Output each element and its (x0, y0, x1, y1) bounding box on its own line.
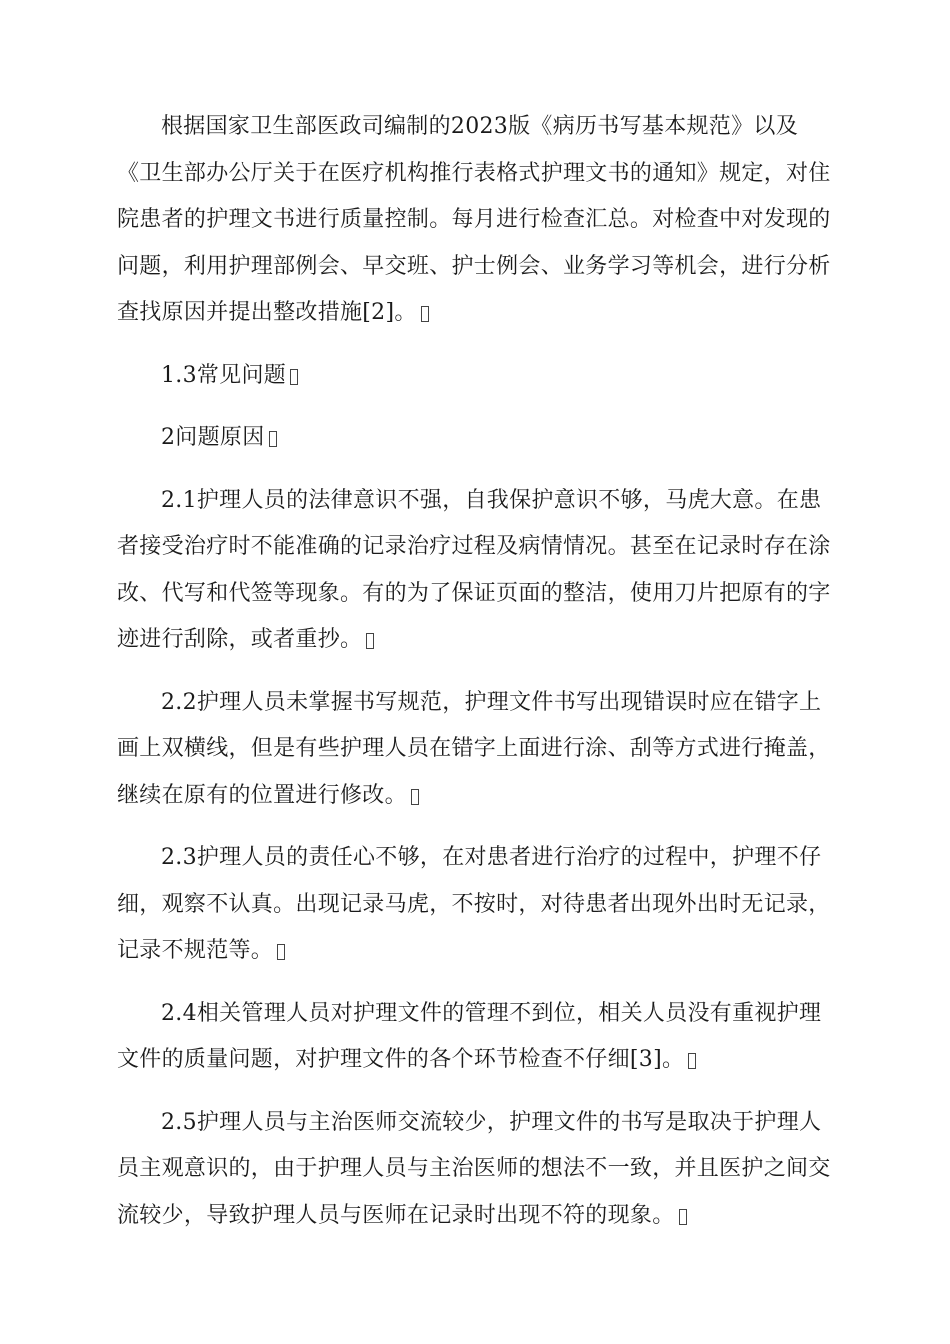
paragraph-end-mark-icon (366, 633, 374, 649)
section-heading-1-3 (117, 353, 831, 400)
paragraph-end-mark-icon (269, 431, 277, 447)
paragraph-end-mark-icon (277, 944, 285, 960)
paragraph-end-mark-icon (688, 1053, 696, 1069)
paragraph-intro-text: 根据国家卫生部医政司编制的2023版《病历书写基本规范》以及《卫生部办公厅关于在医疗机构推行表格式护理文书的通知》规定，对住院患者的护理文书进行质量控制。每月进行检查汇总。对检查中对发现的问题，利用护理部例会、早交班、护士例会、业务学习等机会，进行分析查找原因并提出整改措施[2]。 (117, 114, 831, 325)
paragraph-2-4 (117, 991, 831, 1084)
paragraph-2-4-text: 2.4相关管理人员对护理文件的管理不到位，相关人员没有重视护理文件的质量问题，对护理文件的各个环节检查不仔细[3]。 (117, 1000, 822, 1072)
paragraph-end-mark-icon (290, 369, 298, 385)
paragraph-2-5 (117, 1100, 831, 1240)
paragraph-2-2 (117, 680, 831, 820)
paragraph-2-3-text: 2.3护理人员的责任心不够，在对患者进行治疗的过程中，护理不仔细，观察不认真。出现记录马虎，不按时，对待患者出现外出时无记录，记录不规范等。 (117, 845, 831, 963)
paragraph-2-1 (117, 478, 831, 664)
paragraph-2-5-text: 2.5护理人员与主治医师交流较少，护理文件的书写是取决于护理人员主观意识的，由于护理人员与主治医师的想法不一致，并且医护之间交流较少，导致护理人员与医师在记录时出现不符的现象。 (117, 1109, 831, 1228)
paragraph-2-1-text: 2.1护理人员的法律意识不强，自我保护意识不够，马虎大意。在患者接受治疗时不能准确的记录治疗过程及病情情况。甚至在记录时存在涂改、代写和代签等现象。有的为了保证页面的整洁，使用刀片把原有的字迹进行刮除，或者重抄。 (117, 487, 831, 652)
section-heading-2 (117, 415, 831, 462)
section-heading-2-text: 2问题原因 (161, 425, 265, 450)
paragraph-end-mark-icon (421, 306, 429, 322)
paragraph-end-mark-icon (411, 789, 419, 805)
document-body (117, 104, 831, 1255)
section-heading-1-3-text: 1.3常见问题 (161, 362, 287, 388)
paragraph-intro (117, 104, 831, 337)
paragraph-end-mark-icon (679, 1209, 687, 1225)
paragraph-2-2-text: 2.2护理人员未掌握书写规范，护理文件书写出现错误时应在错字上画上双横线，但是有些护理人员在错字上面进行涂、刮等方式进行掩盖，继续在原有的位置进行修改。 (117, 689, 831, 808)
paragraph-2-3 (117, 835, 831, 975)
